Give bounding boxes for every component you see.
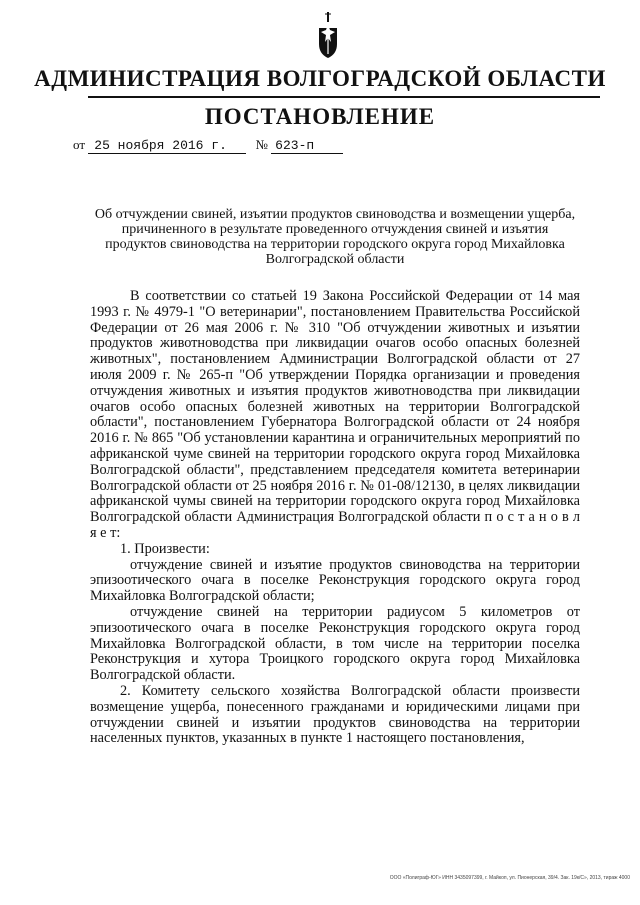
print-footer: ООО «Полиграф-ЮГ» ИНН 3435097399, г. Майкоп, ул. Пионерская, 39/4. Зак. 19к/С», 2013, тираж 4000 xyxy=(389,875,630,881)
date-line xyxy=(73,137,343,154)
item-1-title: 1. Произвести: xyxy=(120,540,210,557)
date-prefix: от xyxy=(73,137,86,152)
preamble-paragraph: В соответствии со статьей 19 Закона Российской Федерации от 14 мая 1993 г. № 4979-1 "О ветеринарии", постановлением Правительства Российской Федерации от 26 мая 2006 г. № 310 "Об отчуждении животных и изъятии продуктов животноводства при ликвидации очагов особо опасных болезней животных", постановлением Администрации Волгоградской области от 27 июля 2009 г. № 265-п "Об утверждении Порядка организации и проведения отчуждения животных и изъятия продуктов животноводства при ликвидации очагов особо опасных болезней животных на территории Волгоградской области", постановлением Губернатора Волгоградской области от 24 ноября 2016 г. № 865 "Об установлении карантина и ограничительных мероприятий по африканской чуме свиней на территории городского округа город Михайловка Волгоградской области", представлением председателя комитета ветеринарии Волгоградской области от 25 ноября 2016 г. № 01-08/12130, в целях ликвидации африканской чумы свиней на территории городского округа город Михайловка Волгоградской области Администрация Волгоградской области п о с т а н о в л я е т: xyxy=(90,288,580,541)
organization-title: АДМИНИСТРАЦИЯ ВОЛГОГРАДСКОЙ ОБЛАСТИ xyxy=(34,66,606,91)
document-subject: Об отчуждении свиней, изъятии продуктов свиноводства и возмещении ущерба, причиненного в результате проведенного отчуждения свиней и изъятия продуктов свиноводства на территории городского округа город Михайловка Волгоградской области xyxy=(94,207,576,267)
header-rule xyxy=(88,96,600,98)
document-date: 25 ноября 2016 г. xyxy=(88,138,246,154)
coat-of-arms-icon xyxy=(312,8,344,62)
document-number: 623-п xyxy=(271,138,343,154)
item-2: 2. Комитету сельского хозяйства Волгоградской области произвести возмещение ущерба, понесенного гражданами и юридическими лицами при отчуждении свиней и изъятии продуктов свиноводства на территории населенных пунктов, указанных в пункте 1 настоящего постановления, xyxy=(90,682,580,747)
item-1-a: отчуждение свиней и изъятие продуктов свиноводства на территории эпизоотического очага в поселке Реконструкция городского округа город Михайловка Волгоградской области; xyxy=(90,556,580,605)
item-1-b: отчуждение свиней на территории радиусом 5 километров от эпизоотического очага в поселке Реконструкция городского округа город Михайловка Волгоградской области, в том числе на территории поселка Реконструкция и хутора Троицкого городского округа город Михайловка Волгоградской области. xyxy=(90,603,580,684)
document-type: ПОСТАНОВЛЕНИЕ xyxy=(204,104,436,129)
number-prefix: № xyxy=(255,137,268,152)
document-body xyxy=(90,289,580,747)
